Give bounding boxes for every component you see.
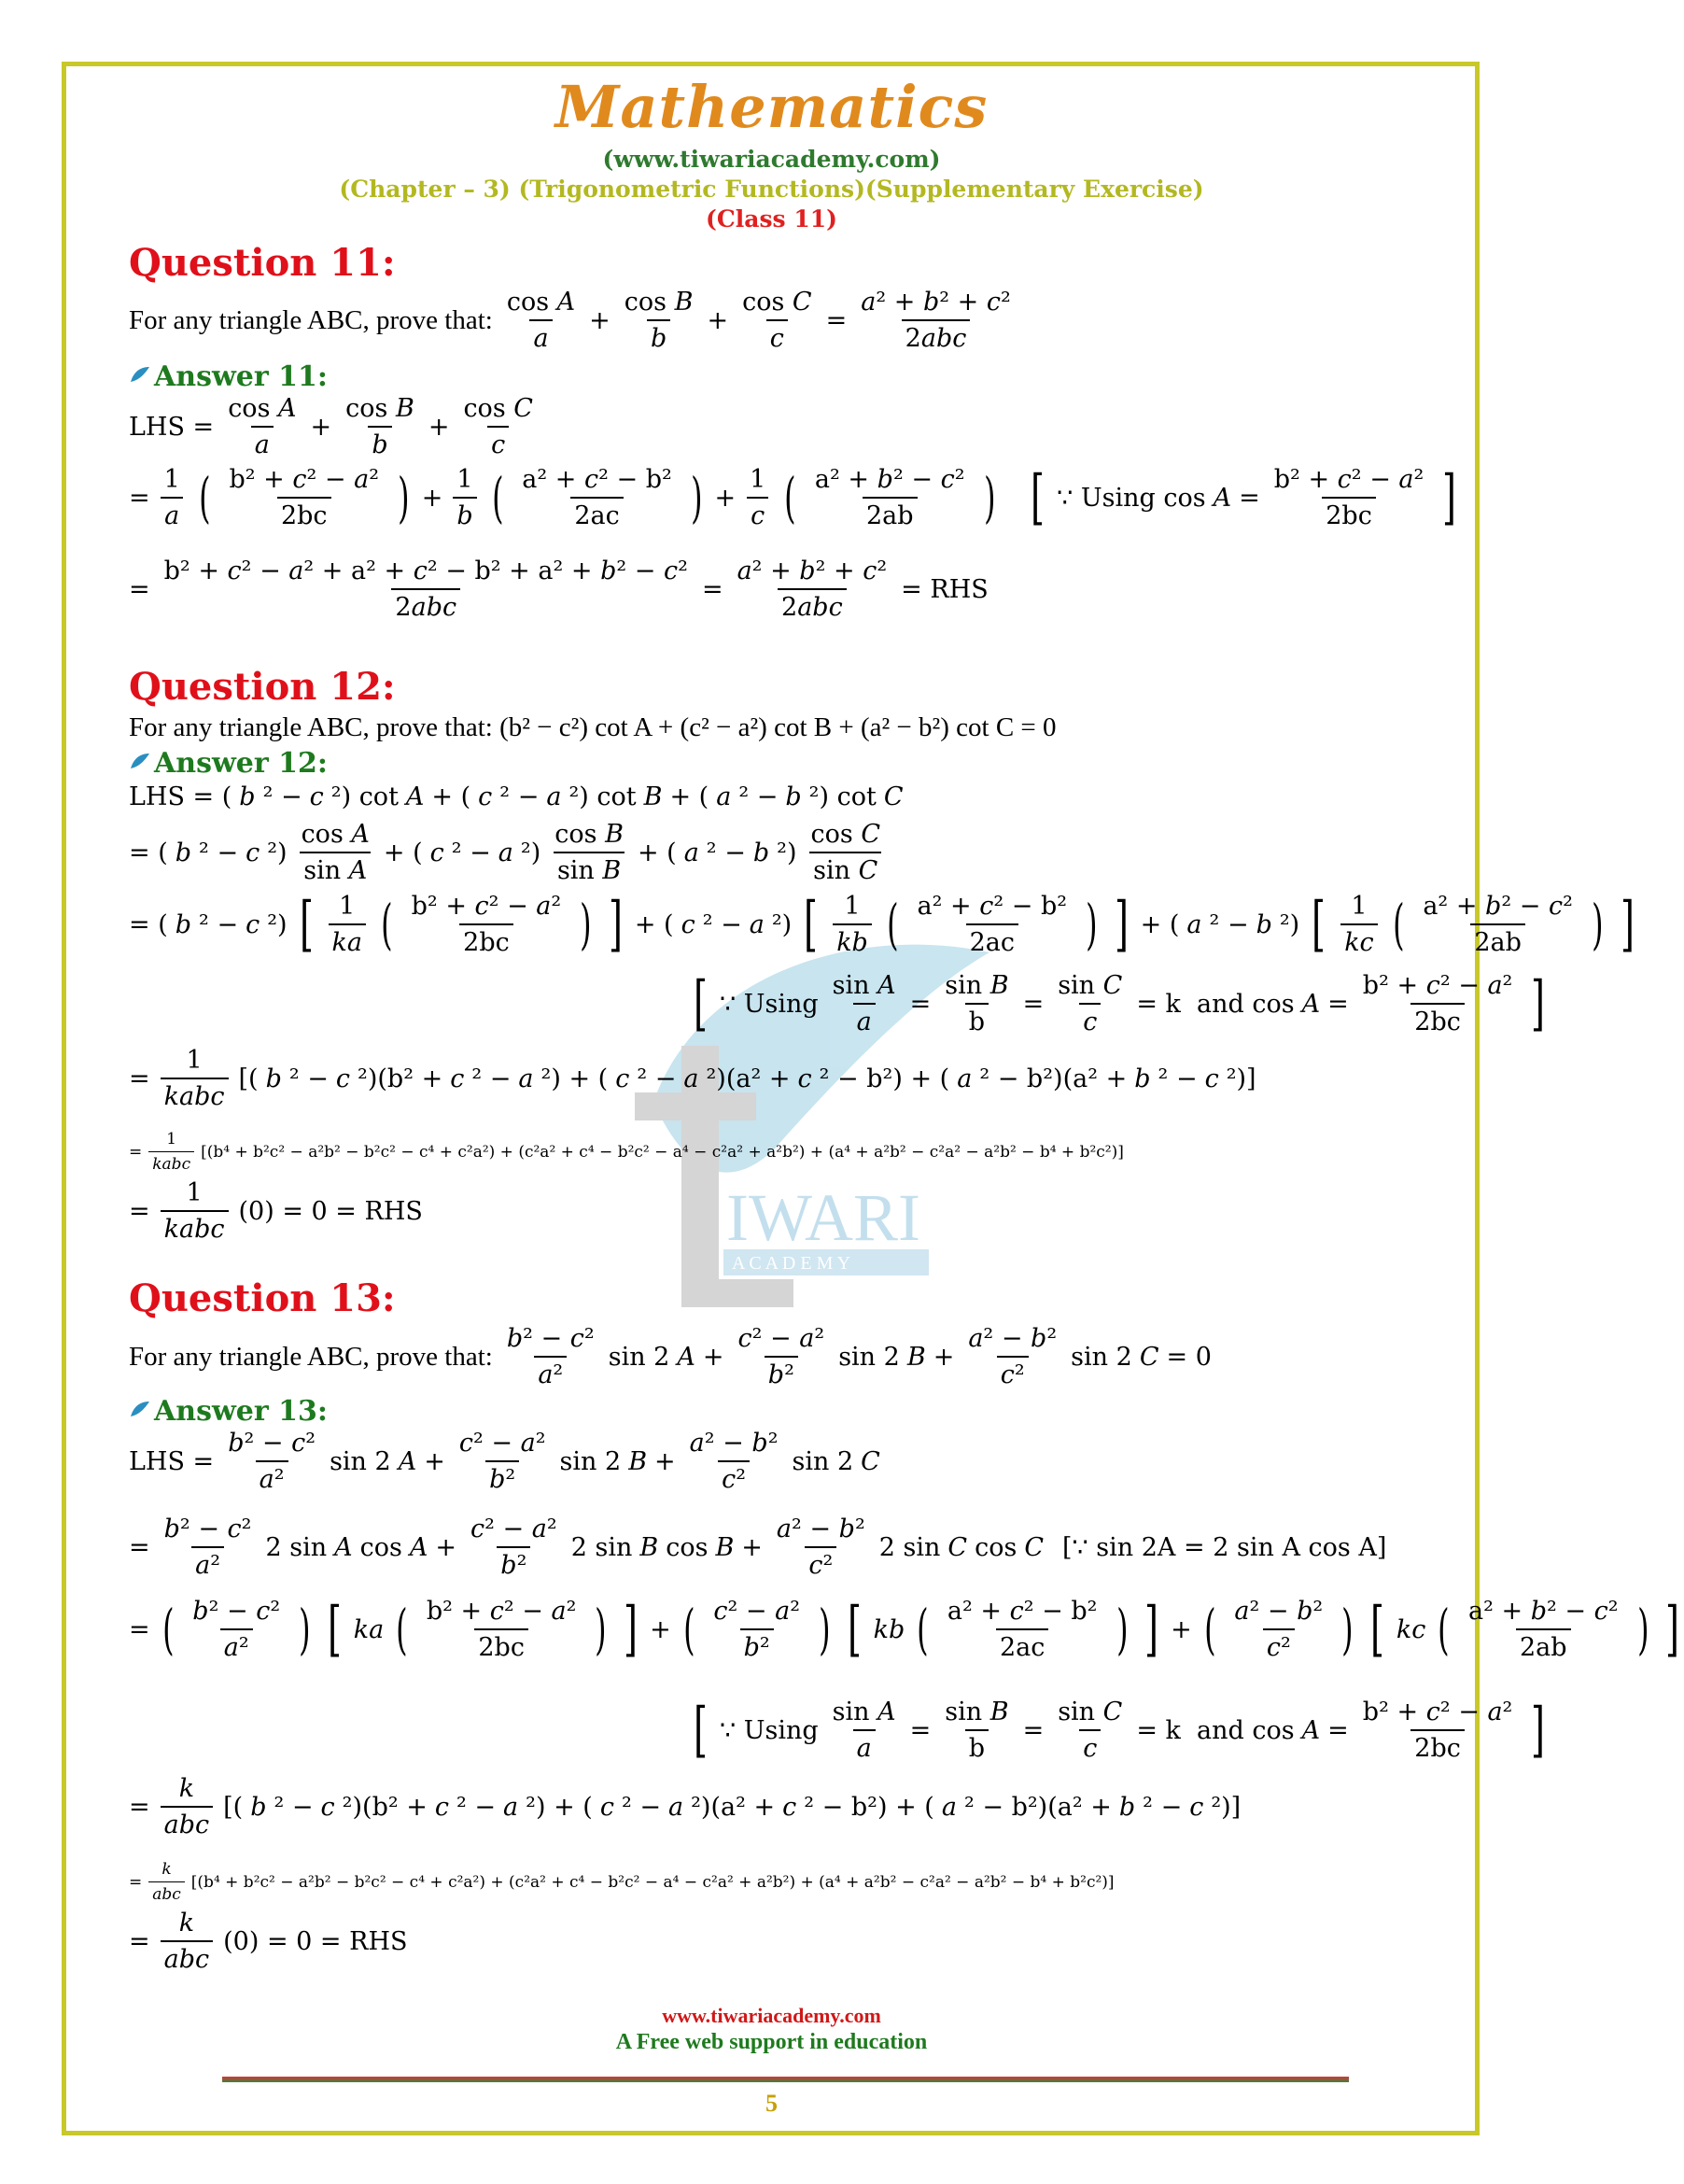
answer-12-using-note: [ ∵ Using $\frac{\text{sin A}}{a}$ = $\frac{\text{sin B}}{b}$ = $\frac{\text{sin C}}{c}$ = k and cos A = $\frac{\text{b² + c² − a²}}{2bc}$ ] <box>693 969 1546 1038</box>
answer-12-result: = $\frac{1}{\text{kabc}}$ (0) = 0 = RHS <box>129 1178 423 1244</box>
question-12-prompt: For any triangle ABC, prove that: (b² − c²) cot A + (c² − a²) cot B + (a² − b²) cot C = 0 <box>129 712 1057 742</box>
header-class: (Class 11) <box>706 205 837 232</box>
answer-12-expansion: = $\frac{1}{\text{kabc}}$ [(b⁴ + b²c² − a²b² − b²c² − c⁴ + c²a²) + (c²a² + c⁴ − b²c² − a⁴ − c²a² + a²b²) + (a⁴ + a²b² − c²a² − a²b² − b⁴ + b²c²)] <box>129 1130 1124 1174</box>
footer-tagline: A Free web support in education <box>615 2030 928 2054</box>
footer-site-link[interactable]: www.tiwariacademy.com <box>662 2004 881 2027</box>
question-13-statement: For any triangle ABC, prove that: $\frac{\text{b² − c²}}{\text{a²}}$ sin 2 A + $\frac{\text{c² − a²}}{\text{b²}}$ sin 2 B + $\frac{\text{a² − b²}}{\text{c²}}$ sin 2 C = 0 <box>129 1324 1212 1389</box>
page-number: 5 <box>765 2090 778 2117</box>
answer-13-expansion: = $\frac{k}{\text{abc}}$ [(b⁴ + b²c² − a²b² − b²c² − c⁴ + c²a²) + (c²a² + c⁴ − b²c² − a⁴ − c²a² + a²b²) + (a⁴ + a²b² − c²a² − a²b² − b⁴ + b²c²)] <box>129 1860 1115 1904</box>
header-site: (www.tiwariacademy.com) <box>602 146 941 173</box>
answer-13-step-3: = ( $\frac{\text{b² − c²}}{\text{a²}}$ ) [ ka ( $\frac{\text{b² + c² − a²}}{2bc}$ ) ] + ( $\frac{\text{c² − a²}}{\text{b²}}$ ) [ kb ( $\frac{\text{a² + c² − b²}}{2ac}$ ) ] + ( $\frac{\text{a² − b²}}{\text{c²}}$ ) [ kc ( $\frac{\text{a² + b² − c²}}{2ab}$ ) ] <box>129 1595 1680 1664</box>
answer-13-using-note: [ ∵ Using $\frac{\text{sin A}}{a}$ = $\frac{\text{sin B}}{b}$ = $\frac{\text{sin C}}{c}$ = k and cos A = $\frac{\text{b² + c² − a²}}{2bc}$ ] <box>693 1696 1546 1765</box>
answer-11-step-1: LHS = $\frac{\text{cos A}}{a}$ + $\frac{\text{cos B}}{b}$ + $\frac{\text{cos C}}{c}$ <box>129 394 533 459</box>
watermark-sub: A C A D E M Y <box>732 1253 851 1274</box>
answer-11-step-3: = $\frac{\text{b² + c² − a² + a² + c² − b² + a² + b² − c²}}{\text{2abc}}$ = $\frac{\text{a² + b² + c²}}{\text{2abc}}$ = RHS <box>129 557 989 622</box>
answer-13-result: = $\frac{k}{\text{abc}}$ (0) = 0 = RHS <box>129 1909 408 1974</box>
question-13-prompt: For any triangle ABC, prove that: <box>129 1341 493 1372</box>
header-chapter: (Chapter – 3) (Trigonometric Functions)(Supplementary Exercise) <box>339 176 1204 203</box>
answer-12-step-2: = ( b ² − c ²) $\frac{\text{cos A}}{\text{sin A}}$ + ( c ² − a ²) $\frac{\text{cos B}}{\text{sin B}}$ + ( a ² − b ²) $\frac{\text{cos C}}{\text{sin C}}$ <box>129 820 880 885</box>
double-angle-note: [∵ sin 2A = 2 sin A cos A] <box>1062 1532 1387 1562</box>
watermark-word: IWARI <box>726 1180 920 1255</box>
answer-11-heading: Answer 11: <box>129 360 328 393</box>
question-11-statement: For any triangle ABC, prove that: $\frac{\text{cos A}}{a}$ + $\frac{\text{cos B}}{b}$ + $\frac{\text{cos C}}{c}$ = $\frac{\text{a² + b² + c²}}{\text{2abc}}$ <box>129 288 1011 353</box>
page-title: Mathematics <box>554 73 989 141</box>
footer-divider <box>222 2077 1349 2082</box>
answer-12-heading: Answer 12: <box>129 747 328 780</box>
question-13-heading: Question 13: <box>129 1276 396 1320</box>
answer-12-step-4: = $\frac{1}{\text{kabc}}$ [( b ² − c ²)(b² + c ² − a ²) + ( c ² − a ²)(a² + c ² − b²) + ( a ² − b²)(a² + b ² − c ²)] <box>129 1046 1256 1111</box>
leaf-icon <box>129 365 151 387</box>
question-12-heading: Question 12: <box>129 665 396 709</box>
answer-12-step-1: LHS = ( b ² − c ²) cot A + ( c ² − a ²) cot B + ( a ² − b ²) cot C <box>129 782 904 811</box>
answer-13-step-1: LHS = $\frac{\text{b² − c²}}{\text{a²}}$ sin 2 A + $\frac{\text{c² − a²}}{\text{b²}}$ sin 2 B + $\frac{\text{a² − b²}}{\text{c²}}$ sin 2 C <box>129 1429 880 1494</box>
leaf-icon <box>129 752 151 774</box>
answer-11-step-2: = $\frac{1}{a}$ ( $\frac{\text{b² + c² − a²}}{2bc}$ ) + $\frac{1}{b}$ ( $\frac{\text{a² + c² − b²}}{2ac}$ ) + $\frac{1}{c}$ ( $\frac{\text{a² + b² − c²}}{2ab}$ ) [ ∵ Using cos A = $\frac{\text{b² + c² − a²}}{2bc}$ ] <box>129 463 1457 532</box>
question-11-prompt: For any triangle ABC, prove that: <box>129 304 493 335</box>
leaf-icon <box>129 1400 151 1422</box>
answer-13-heading: Answer 13: <box>129 1395 328 1428</box>
answer-13-step-4: = $\frac{k}{\text{abc}}$ [( b ² − c ²)(b² + c ² − a ²) + ( c ² − a ²)(a² + c ² − b²) + ( a ² − b²)(a² + b ² − c ²)] <box>129 1774 1242 1839</box>
question-11-heading: Question 11: <box>129 241 396 285</box>
answer-12-step-3: = ( b ² − c ²) [ $\frac{1}{ka}$ ( $\frac{\text{b² + c² − a²}}{2bc}$ ) ] + ( c ² − a ²) [ $\frac{1}{kb}$ ( $\frac{\text{a² + c² − b²}}{2ac}$ ) ] + ( a ² − b ²) [ $\frac{1}{kc}$ ( $\frac{\text{a² + b² − c²}}{2ab}$ ) ] <box>129 890 1635 959</box>
answer-13-step-2: = $\frac{\text{b² − c²}}{\text{a²}}$ 2 sin A cos A + $\frac{\text{c² − a²}}{\text{b²}}$ 2 sin B cos B + $\frac{\text{a² − b²}}{\text{c²}}$ 2 sin C cos C [∵ sin 2A = 2 sin A cos A] <box>129 1515 1387 1580</box>
